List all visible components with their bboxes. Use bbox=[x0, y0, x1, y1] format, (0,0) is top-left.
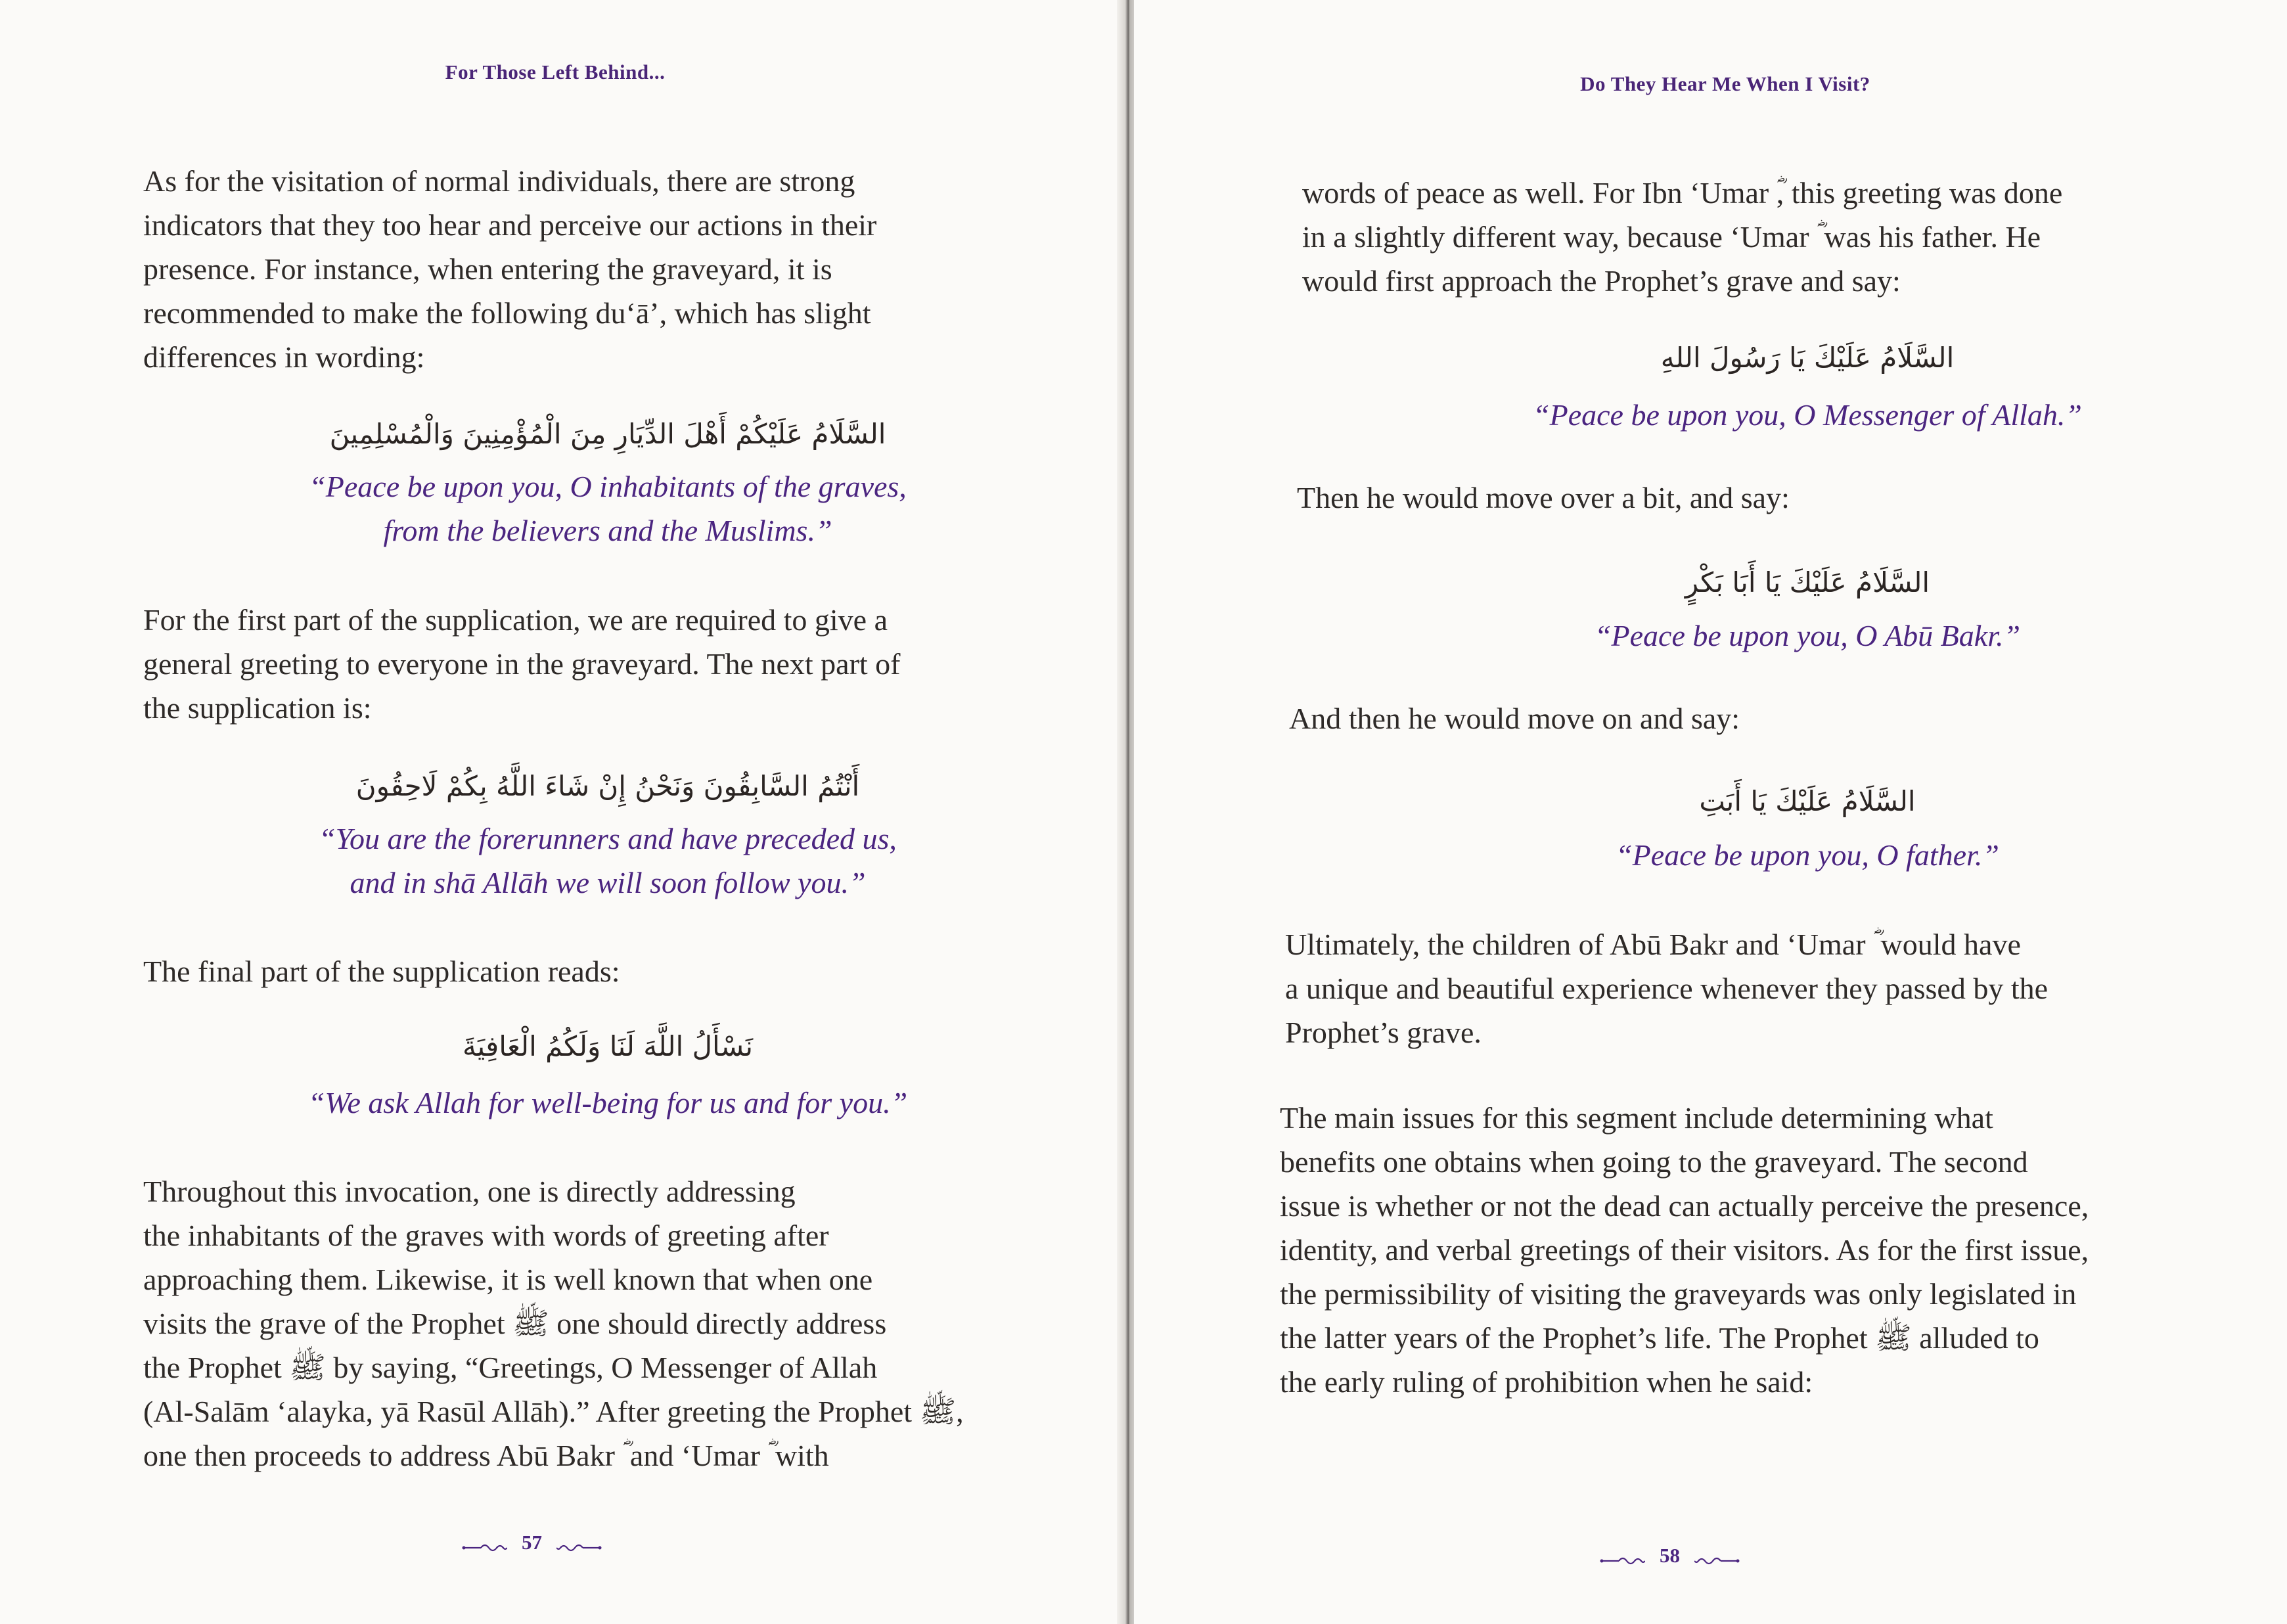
text-line: “We ask Allah for well-being for us and for you.” bbox=[307, 1086, 908, 1119]
text-line: The main issues for this segment include determining what bbox=[1280, 1101, 1993, 1135]
right-paragraph-4 bbox=[1285, 922, 2218, 1054]
text-line: Then he would move over a bit, and say: bbox=[1297, 481, 1790, 514]
text-line: the early ruling of prohibition when he said: bbox=[1280, 1365, 1813, 1399]
text-line: “Peace be upon you, O father.” bbox=[1616, 838, 1999, 872]
text-line: And then he would move on and say: bbox=[1289, 702, 1740, 735]
text-line: visits the grave of the Prophet ﷺ one should directly address bbox=[143, 1307, 887, 1340]
text-line: the permissibility of visiting the graveyards was only legislated in bbox=[1280, 1277, 2077, 1311]
text-line: As for the visitation of normal individuals, there are strong bbox=[143, 164, 855, 198]
right-page bbox=[1134, 0, 2287, 1624]
left-translation-3 bbox=[197, 1081, 1018, 1125]
left-running-head: For Those Left Behind... bbox=[445, 60, 666, 83]
right-ornament-icon bbox=[1599, 1549, 1645, 1562]
text-line: one then proceeds to address Abū Bakr ؓ and ‘Umar ؓ with bbox=[143, 1439, 829, 1472]
left-paragraph-3 bbox=[143, 949, 997, 993]
text-line: from the believers and the Muslims.” bbox=[383, 514, 832, 547]
left-page-number-block bbox=[461, 1531, 602, 1554]
right-page-number-block bbox=[1599, 1544, 1740, 1568]
right-paragraph-2 bbox=[1297, 476, 2217, 520]
text-line: Throughout this invocation, one is directly addressing bbox=[143, 1175, 796, 1208]
text-line: the Prophet ﷺ by saying, “Greetings, O Messenger of Allah bbox=[143, 1351, 878, 1384]
text-line: Prophet’s grave. bbox=[1285, 1016, 1482, 1049]
right-paragraph-1 bbox=[1302, 171, 2222, 303]
right-running-head: Do They Hear Me When I Visit? bbox=[1580, 72, 1870, 95]
right-translation-3 bbox=[1397, 833, 2218, 877]
right-arabic-greeting-2: السَّلَامُ عَلَيْكَ يَا أَبَا بَكْرٍ bbox=[1685, 566, 1930, 598]
text-line: issue is whether or not the dead can actually perceive the presence, bbox=[1280, 1189, 2089, 1223]
left-translation-2 bbox=[197, 817, 1018, 905]
text-line: For the first part of the supplication, we are required to give a bbox=[143, 603, 888, 637]
text-line: the inhabitants of the graves with words of greeting after bbox=[143, 1219, 829, 1252]
text-line: “Peace be upon you, O Messenger of Allah.” bbox=[1533, 398, 2082, 432]
text-line: presence. For instance, when entering the graveyard, it is bbox=[143, 252, 832, 286]
left-paragraph-2 bbox=[143, 598, 997, 730]
text-line: differences in wording: bbox=[143, 340, 425, 374]
left-page-number: 57 bbox=[522, 1531, 542, 1554]
right-paragraph-5 bbox=[1280, 1096, 2239, 1404]
text-line: The final part of the supplication reads: bbox=[143, 955, 620, 988]
left-arabic-dua-1: السَّلَامُ عَلَيْكُمْ أَهْلَ الدِّيَارِ مِنَ الْمُؤْمِنِينَ وَالْمُسْلِمِينَ bbox=[329, 418, 886, 450]
right-translation-2 bbox=[1397, 614, 2218, 658]
text-line: a unique and beautiful experience whenever they passed by the bbox=[1285, 972, 2049, 1005]
text-line: “You are the forerunners and have preceded us, bbox=[319, 822, 897, 855]
right-ornament-icon-2 bbox=[1694, 1549, 1740, 1562]
right-arabic-greeting-3: السَّلَامُ عَلَيْكَ يَا أَبَتِ bbox=[1699, 785, 1916, 817]
text-line: would first approach the Prophet’s grave and say: bbox=[1302, 264, 1901, 298]
text-line: approaching them. Likewise, it is well known that when one bbox=[143, 1263, 873, 1296]
text-line: the supplication is: bbox=[143, 691, 372, 725]
text-line: “Peace be upon you, O Abū Bakr.” bbox=[1594, 619, 2021, 652]
text-line: Ultimately, the children of Abū Bakr and ‘Umar ؓ would have bbox=[1285, 928, 2021, 961]
left-ornament-icon bbox=[461, 1536, 507, 1549]
text-line: identity, and verbal greetings of their visitors. As for the first issue, bbox=[1280, 1233, 2089, 1267]
text-line: the latter years of the Prophet’s life. The Prophet ﷺ alluded to bbox=[1280, 1321, 2039, 1355]
text-line: (Al-Salām ‘alayka, yā Rasūl Allāh).” After greeting the Prophet ﷺ, bbox=[143, 1395, 964, 1428]
text-line: “Peace be upon you, O inhabitants of the graves, bbox=[309, 470, 907, 503]
text-line: general greeting to everyone in the graveyard. The next part of bbox=[143, 647, 901, 681]
left-arabic-dua-3: نَسْأَلُ اللَّهَ لَنَا وَلَكُمُ الْعَافِيَةَ bbox=[462, 1030, 754, 1062]
text-line: benefits one obtains when going to the graveyard. The second bbox=[1280, 1145, 2028, 1179]
text-line: indicators that they too hear and perceive our actions in their bbox=[143, 208, 877, 242]
text-line: recommended to make the following du‘ā’, which has slight bbox=[143, 296, 871, 330]
left-page bbox=[0, 0, 1125, 1624]
right-paragraph-3 bbox=[1289, 696, 2209, 740]
left-arabic-dua-2: أَنْتُمُ السَّابِقُونَ وَنَحْنُ إِنْ شَاءَ اللَّهُ بِكُمْ لَاحِقُونَ bbox=[355, 770, 860, 802]
left-paragraph-1 bbox=[143, 159, 997, 379]
left-ornament-icon-2 bbox=[556, 1536, 602, 1549]
text-line: and in shā Allāh we will soon follow you.” bbox=[350, 866, 866, 899]
left-translation-1 bbox=[197, 464, 1018, 553]
right-arabic-greeting-1: السَّلَامُ عَلَيْكَ يَا رَسُولَ اللهِ bbox=[1660, 342, 1955, 374]
text-line: in a slightly different way, because ‘Umar ؓ was his father. He bbox=[1302, 220, 2041, 254]
text-line: words of peace as well. For Ibn ‘Umar ؓ, this greeting was done bbox=[1302, 176, 2063, 210]
left-paragraph-4 bbox=[143, 1169, 1037, 1477]
right-page-number: 58 bbox=[1660, 1544, 1680, 1567]
right-translation-1 bbox=[1397, 393, 2218, 437]
